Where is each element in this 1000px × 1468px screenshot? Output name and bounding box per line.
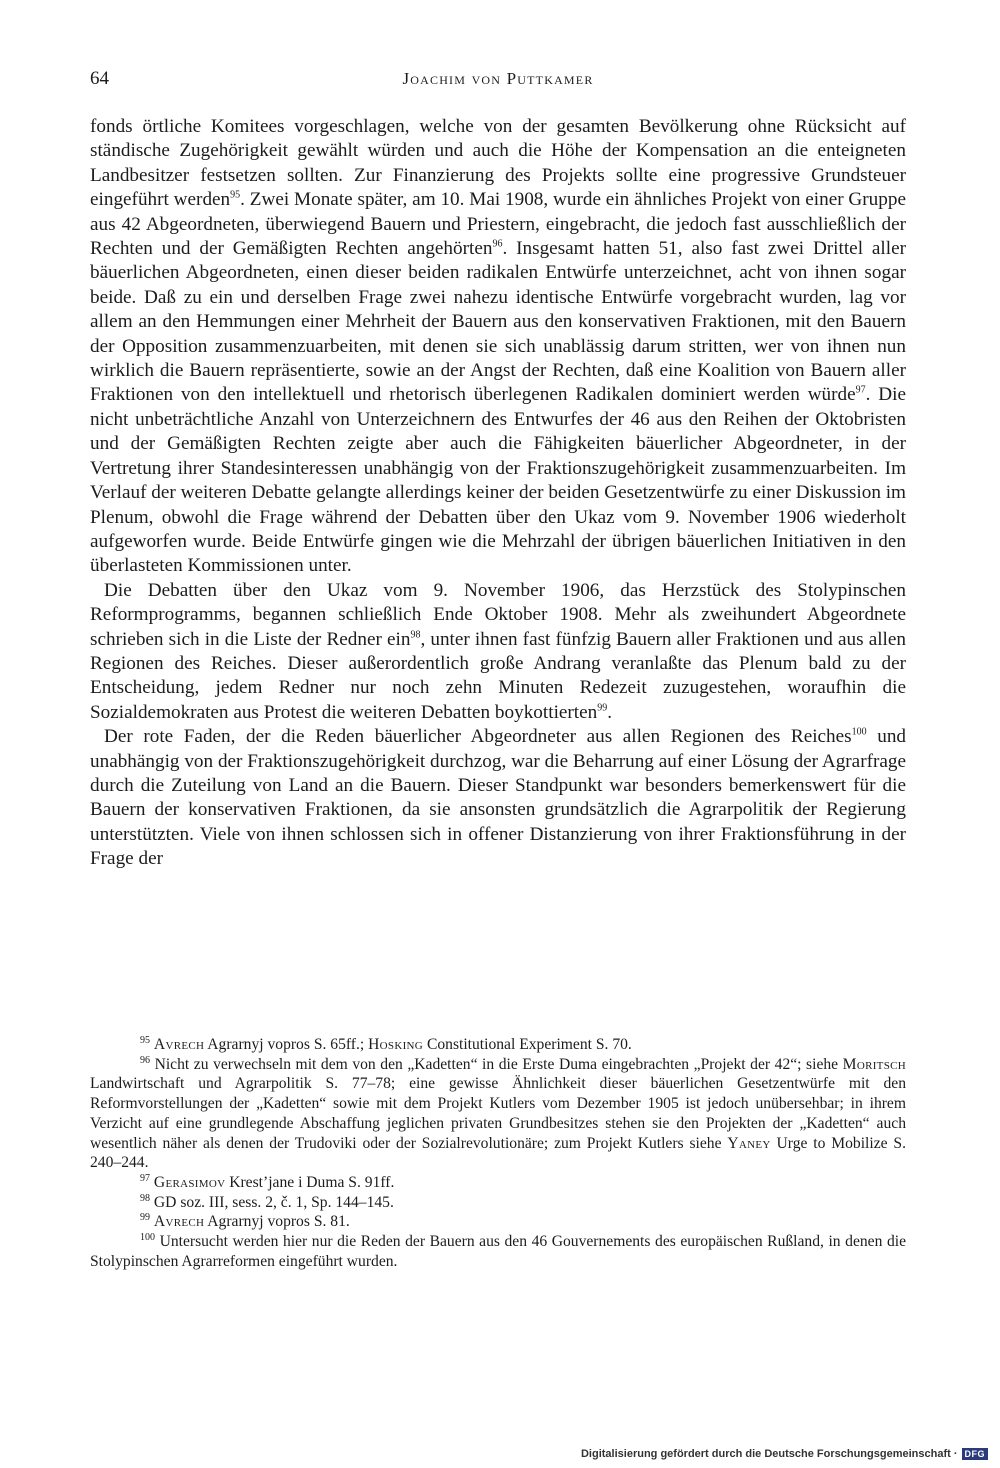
footnotes	[90, 1035, 906, 1271]
footnote-96: $^{96}$ Nicht zu verwechseln mit dem von den „Kadetten“ in die Erste Duma eingebrachten „Projekt der 42“; siehe Moritsch Landwirtschaft und Agrarpolitik S. 77–78; eine gewisse Ähnlichkeit dieser bäuerlichen Gesetzentwürfe mit den Reformvorstellungen der „Kadetten“ sowie mit dem Projekt Kutlers vom Dezember 1905 ist jedoch unübersehbar; in ihrem Verzicht auf eine grundlegende Abschaffung jeglichen privaten Grundbesitzes stehen sie den Projekten der „Kadetten“ auch wesentlich näher als denen der Trudoviki oder der Sozialrevolutionäre; zum Projekt Kutlers siehe Yaney Urge to Mobilize S. 240–244.	[90, 1054, 906, 1172]
footer-text: Digitalisierung gefördert durch die Deutsche Forschungsgemeinschaft ·	[580, 1448, 958, 1460]
footnote-98: $^{98}$ GD soz. III, sess. 2, č. 1, Sp. 144–145.	[140, 1192, 394, 1211]
footnote-95: $^{95}$ Avrech Agrarnyj vopros S. 65ff.; Hosking Constitutional Experiment S. 70.	[140, 1034, 632, 1053]
footnote-ref-97[interactable]: 97	[855, 385, 866, 397]
digitization-footer	[581, 1446, 988, 1462]
footnote-ref-99[interactable]: 99	[597, 702, 608, 714]
page-number: 64	[90, 68, 109, 89]
body-text	[90, 115, 906, 872]
paragraph-3: Der rote Faden, der die Reden bäuerlicher Abgeordneter aus allen Regionen des Reiches$^{100}$ und unabhängig von der Fraktionszugehörigkeit durchzog, war die Beharrung auf einer Lösung der Agrarfrage durch die Zuteilung von Land an die Bauern. Dieser Standpunkt war besonders bemerkenswert für die Bauern der konservativen Fraktionen, da sie ansonsten grundsätzlich die Agrarpolitik der Regierung unterstützten. Viele von ihnen schlossen sich in offener Distanzierung von ihrer Fraktionsführung in der Frage der	[90, 726, 907, 870]
footnote-ref-100[interactable]: 100	[851, 726, 867, 738]
running-head: Joachim von Puttkamer	[402, 69, 594, 88]
footnote-ref-98[interactable]: 98	[410, 629, 421, 641]
dfg-logo: DFG	[962, 1448, 989, 1460]
footnote-99: $^{99}$ Avrech Agrarnyj vopros S. 81.	[140, 1212, 350, 1231]
footnote-100: $^{100}$ Untersucht werden hier nur die Reden der Bauern aus den 46 Gouvernements des europäischen Rußland, in denen die Stolypinschen Agrarreformen eingeführt wurden.	[90, 1231, 906, 1270]
page-header	[90, 68, 906, 98]
footnote-ref-95[interactable]: 95	[230, 189, 241, 201]
footnote-97: $^{97}$ Gerasimov Krest’jane i Duma S. 91ff.	[140, 1172, 395, 1191]
paragraph-1: fonds örtliche Komitees vorgeschlagen, welche von der gesamten Bevölkerung ohne Rücksicht auf ständische Zugehörigkeit gewählt würden und auch die Höhe der Kompensation an die enteigneten Landbesitzer festsetzen sollten. Zur Finanzierung des Projekts sollte eine progressive Grundsteuer eingeführt werden$^{95}$. Zwei Monate später, am 10. Mai 1908, wurde ein ähnliches Projekt von einer Gruppe aus 42 Abgeordneten, überwiegend Bauern und Priestern, eingebracht, die jedoch fast ausschließlich der Rechten und der Gemäßigten Rechten angehörten$^{96}$. Insgesamt hatten 51, also fast zwei Drittel aller bäuerlichen Abgeordneten, einen dieser beiden radikalen Entwürfe unterzeichnet, acht von ihnen sogar beide. Daß zu ein und derselben Frage zwei nahezu identische Entwürfe vorgebracht wurden, lag vor allem an den Hemmungen einer Mehrheit der Bauern aus den konservativen Fraktionen, mit den Bauern der Opposition zusammenzuarbeiten, mit denen sie sich unablässig darum stritten, wer von ihnen nun wirklich die Bauern repräsentierte, sowie an der Angst der Rechten, daß eine Koalition von Bauern aller Fraktionen von den intellektuell und rhetorisch überlegenen Radikalen dominiert werden würde$^{97}$. Die nicht unbeträchtliche Anzahl von Unterzeichnern des Entwurfes der 46 aus den Reihen der Oktobristen und der Gemäßigten Rechten zeigte aber auch die Fähigkeiten bäuerlicher Abgeordneter, in der Vertretung ihrer Standesinteressen unabhängig von der Fraktionszugehörigkeit zusammenzuarbeiten. Im Verlauf der weiteren Debatte gelangte allerdings keiner der beiden Gesetzentwürfe zu einer Diskussion im Plenum, obwohl die Frage während der Debatten über den Ukaz vom 9. November 1906 wiederholt aufgeworfen wurde. Beide Entwürfe gingen wie die Mehrzahl der übrigen bäuerlichen Initiativen in den überlasteten Kommissionen unter.	[90, 116, 906, 577]
footnote-ref-96[interactable]: 96	[492, 238, 503, 250]
paragraph-2: Die Debatten über den Ukaz vom 9. November 1906, das Herzstück des Stolypinschen Reformprogramms, begannen schließlich Ende Oktober 1908. Mehr als zweihundert Abgeordnete schrieben sich in die Liste der Redner ein$^{98}$, unter ihnen fast fünfzig Bauern aller Fraktionen und aus allen Regionen des Reiches. Dieser außerordentlich große Andrang veranlaßte das Plenum bald zu der Entscheidung, jedem Redner nur noch zehn Minuten Redezeit zuzugestehen, woraufhin die Sozialdemokraten aus Protest die weiteren Debatten boykottierten$^{99}$.	[90, 579, 906, 723]
